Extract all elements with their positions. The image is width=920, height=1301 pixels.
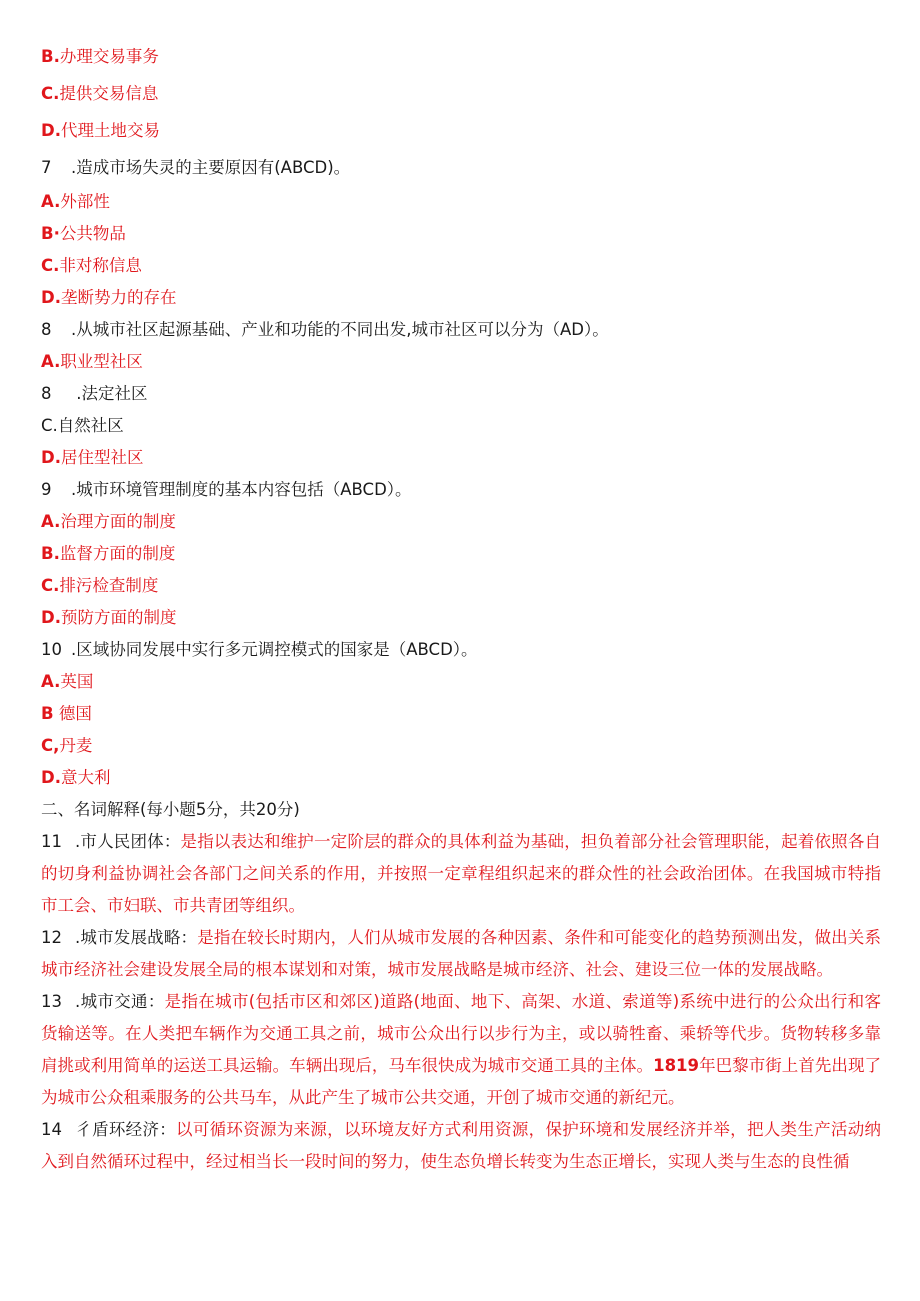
question-7: 7 .造成市场失灵的主要原因有(ABCD)。 <box>41 158 351 177</box>
option-line: A.英国 <box>41 672 94 691</box>
option-line: A.职业型社区 <box>41 352 143 371</box>
option-line: D.垄断势力的存在 <box>41 288 177 307</box>
term-definition-12: 12 .城市发展战略：是指在较长时期内，人们从城市发展的各种因素、条件和可能变化的趋势预测出发，做出关系城市经济社会建设发展全局的根本谋划和对策，城市发展战略是城市经济、社会、建设三位一体的发展战略。 <box>41 928 881 979</box>
question-10: 10 .区域协同发展中实行多元调控模式的国家是（ABCD）。 <box>41 640 478 659</box>
option-line: A.外部性 <box>41 192 110 211</box>
option-line: D.意大利 <box>41 768 111 787</box>
term-definition-14: 14 彳盾环经济：以可循环资源为来源，以环境友好方式利用资源，保护环境和发展经济并举，把人类生产活动纳入到自然循环过程中，经过相当长一段时间的努力，使生态负增长转变为生态正增长，实现人类与生态的良性循 <box>41 1120 882 1171</box>
option-line: D.居住型社区 <box>41 448 144 467</box>
option-line: C.提供交易信息 <box>41 84 159 103</box>
term-definition-13: 13 .城市交通：是指在城市(包括市区和郊区)道路(地面、地下、高架、水道、索道等)系统中进行的公众出行和客货输送等。在人类把车辆作为交通工具之前，城市公众出行以步行为主，或以骑牲畜、乘轿等代步。货物转移多靠肩挑或利用简单的运送工具运输。车辆出现后，马车很快成为城市交通工具的主体。1819年巴黎市街上首先出现了为城市公众租乘服务的公共马车，从此产生了城市公共交通，开创了城市交通的新纪元。 <box>41 992 882 1107</box>
option-line: A.治理方面的制度 <box>41 512 176 531</box>
option-line: B.办理交易事务 <box>41 47 159 66</box>
section-heading: 二、名词解释(每小题5分，共20分) <box>41 800 300 819</box>
term-definition-11: 11 .市人民团体：是指以表达和维护一定阶层的群众的具体利益为基础，担负着部分社会管理职能，起着依照各自的切身利益协调社会各部门之间关系的作用，并按照一定章程组织起来的群众性的社会政治团体。在我国城市特指市工会、市妇联、市共青团等组织。 <box>41 832 882 915</box>
option-line: 8 .法定社区 <box>41 384 148 403</box>
option-line: D.代理土地交易 <box>41 121 160 140</box>
option-line: C.排污检查制度 <box>41 576 159 595</box>
question-8: 8 .从城市社区起源基础、产业和功能的不同出发,城市社区可以分为（AD）。 <box>41 320 609 339</box>
option-line: C.自然社区 <box>41 416 124 435</box>
option-line: C,丹麦 <box>41 736 93 755</box>
question-9: 9 .城市环境管理制度的基本内容包括（ABCD）。 <box>41 480 412 499</box>
option-line: D.预防方面的制度 <box>41 608 177 627</box>
option-line: B.监督方面的制度 <box>41 544 176 563</box>
document-page <box>41 38 881 1178</box>
option-line: B 德国 <box>41 704 92 723</box>
option-line: B·公共物品 <box>41 224 126 243</box>
option-line: C.非对称信息 <box>41 256 142 275</box>
